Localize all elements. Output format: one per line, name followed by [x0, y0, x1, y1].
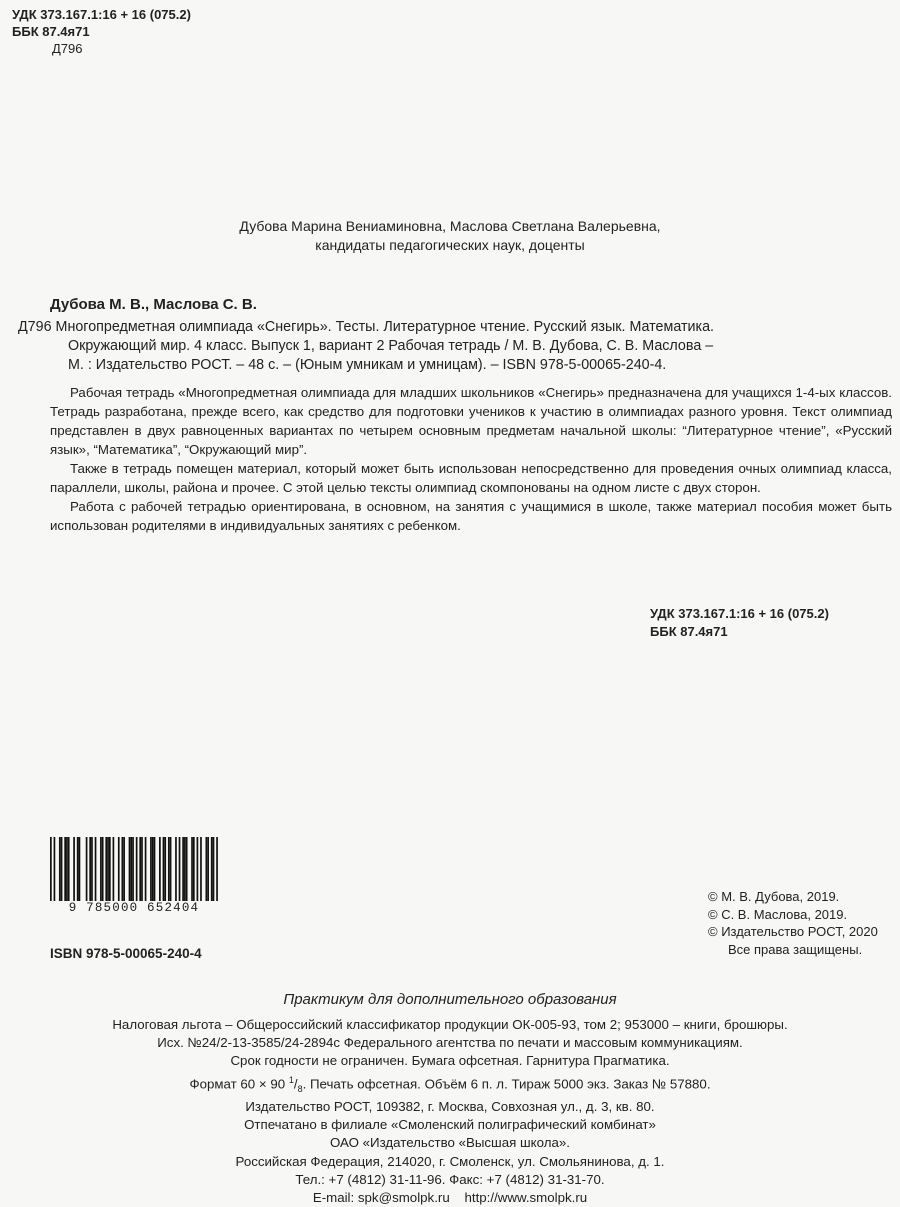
- imprint-phone: Тел.: +7 (4812) 31-11-96. Факс: +7 (4812) 31-31-70.: [295, 1171, 605, 1187]
- barcode-bar: [109, 837, 111, 901]
- imprint: [0, 1016, 900, 1207]
- barcode-bar: [193, 837, 195, 901]
- barcode-image: [48, 837, 220, 901]
- barcode-bar: [141, 837, 143, 901]
- bbk-top: ББК 87.4я71: [12, 24, 90, 39]
- imprint-printer-org: ОАО «Издательство «Высшая школа».: [329, 1135, 570, 1151]
- annotation-body: [18, 318, 890, 375]
- barcode-bar: [216, 837, 218, 901]
- bbk-right: ББК 87.4я71: [650, 624, 728, 639]
- copyright-dubova: © М. В. Дубова, 2019.: [708, 889, 840, 904]
- udk-right: УДК 373.167.1:16 + 16 (075.2): [650, 606, 829, 621]
- top-codes: [12, 6, 191, 57]
- barcode-bar: [68, 837, 70, 901]
- barcode-bar: [205, 837, 207, 901]
- author-mark-top: Д796: [52, 41, 83, 56]
- imprint-tax: Налоговая льгота – Общероссийский классификатор продукции ОК-005-93, том 2; 953000 – книги, брошюры.: [112, 1017, 788, 1032]
- barcode-bar: [152, 837, 154, 901]
- barcode-bar: [207, 837, 209, 901]
- imprint-email: E-mail: spk@smolpk.ru http://www.smolpk.ru: [312, 1189, 588, 1205]
- barcode-bar: [197, 837, 199, 901]
- imprint-publisher: Издательство РОСТ, 109382, г. Москва, Совхозная ул., д. 3, кв. 80.: [245, 1098, 655, 1114]
- description-p2: Также в тетрадь помещен материал, который может быть использован непосредственно для проведения очных олимпиад класса, параллели, школы, района и прочее. С этой целью тексты олимпиад скомпонованы на одном листе с двух сторон.: [50, 461, 892, 495]
- imprint-format-post: . Печать офсетная. Объём 6 п. л. Тираж 5000 экз. Заказ № 57880.: [302, 1076, 711, 1092]
- barcode-bar: [59, 837, 61, 901]
- annotation-code: Д796: [18, 319, 52, 335]
- imprint-format-pre: Формат 60 × 90: [189, 1076, 286, 1092]
- barcode-bar: [154, 837, 156, 901]
- barcode-bar: [200, 837, 202, 901]
- barcode-bar: [100, 837, 102, 901]
- authors-note-line2: кандидаты педагогических наук, доценты: [315, 237, 585, 253]
- barcode-bar: [170, 837, 172, 901]
- barcode-bar: [121, 837, 123, 901]
- barcode-bar: [136, 837, 138, 901]
- barcode-bar: [89, 837, 91, 901]
- udk-top: УДК 373.167.1:16 + 16 (075.2): [12, 7, 191, 22]
- barcode-bar: [113, 837, 115, 901]
- barcode-bar: [139, 837, 141, 901]
- annotation-authors: Дубова М. В., Маслова С. В.: [50, 296, 257, 313]
- barcode-bar: [179, 837, 181, 901]
- barcode-bar: [168, 837, 170, 901]
- barcode-bar: [66, 837, 68, 901]
- description-p3: Работа с рабочей тетрадью ориентирована, в основном, на занятия с учащимися в школе, также материал пособия может быть использован родителями в индивидуальных занятиях с ребенком.: [50, 499, 892, 533]
- barcode-bar: [211, 837, 213, 901]
- barcode-bar: [130, 837, 132, 901]
- series-note: Практикум для дополнительного образования: [283, 991, 617, 1008]
- barcode-bar: [213, 837, 215, 901]
- barcode-bar: [77, 837, 79, 901]
- barcode-bar: [159, 837, 161, 901]
- imprint-format: Формат 60 × 90 $^1/_8$. Печать офсетная. Объём 6 п. л. Тираж 5000 экз. Заказ № 57880.: [189, 1074, 711, 1094]
- imprint-address: Российская Федерация, 214020, г. Смоленск, ул. Смольянинова, д. 1.: [235, 1153, 665, 1169]
- barcode-bar: [191, 837, 193, 901]
- barcode-bar: [102, 837, 104, 901]
- barcode-bar: [107, 837, 109, 901]
- barcode-bar: [61, 837, 63, 901]
- imprint-printer: Отпечатано в филиале «Смоленский полиграфический комбинат»: [244, 1117, 656, 1133]
- barcode-bar: [123, 837, 125, 901]
- copyrights: [708, 888, 878, 958]
- description-p1: Рабочая тетрадь «Многопредметная олимпиада для младших школьников «Снегирь» предназначена для учащихся 1-4-ых классов. Тетрадь разработана, прежде всего, как средство для подготовки учеников к участию в олимпиадах разного уровня. Текст олимпиад представлен в двух равноценных вариантах по четырем основным предметам начальной школы: “Литературное чтение”, «Русский язык», “Математика”, “Окружающий мир”.: [50, 385, 892, 457]
- barcode-bar: [64, 837, 66, 901]
- barcode-bar: [54, 837, 56, 901]
- barcode-bar: [145, 837, 147, 901]
- description: [50, 383, 892, 535]
- barcode-bar: [79, 837, 81, 901]
- barcode-bar: [129, 837, 131, 901]
- barcode-bar: [105, 837, 107, 901]
- barcode-bar: [163, 837, 165, 901]
- imprint-ref: Исх. №24/2-13-3585/24-2894с Федерального агентства по печати и массовым коммуникациям.: [157, 1035, 743, 1051]
- copyright-publisher: © Издательство РОСТ, 2020: [708, 924, 878, 939]
- barcode-bar: [73, 837, 75, 901]
- barcode-bar: [150, 837, 152, 901]
- barcode-bar: [186, 837, 188, 901]
- copyright-maslova: © С. В. Маслова, 2019.: [708, 906, 848, 922]
- barcode-bar: [132, 837, 134, 901]
- annotation-line1: Многопредметная олимпиада «Снегирь». Тесты. Литературное чтение. Русский язык. Математика.: [55, 319, 715, 335]
- barcode-bar: [164, 837, 166, 901]
- barcode-bar: [95, 837, 97, 901]
- format-frac-num: 1: [288, 1074, 294, 1085]
- barcode-digits: 9 785000 652404: [68, 901, 200, 915]
- barcode-bar: [184, 837, 186, 901]
- authors-note: [0, 217, 900, 255]
- annotation-line2: Окружающий мир. 4 класс. Выпуск 1, вариант 2 Рабочая тетрадь / М. В. Дубова, С. В. Маслова –: [68, 338, 714, 354]
- barcode-bar: [50, 837, 52, 901]
- barcode-bar: [86, 837, 88, 901]
- codes-right: [650, 605, 829, 641]
- format-frac-den: 8: [297, 1083, 303, 1094]
- barcode-bar: [91, 837, 93, 901]
- isbn: ISBN 978-5-00065-240-4: [50, 946, 202, 961]
- barcode-bar: [118, 837, 120, 901]
- annotation-line3: М. : Издательство РОСТ. – 48 с. – (Юным умникам и умницам). – ISBN 978-5-00065-240-4.: [68, 357, 667, 373]
- rights-reserved: Все права защищены.: [728, 941, 863, 957]
- imprint-paper: Срок годности не ограничен. Бумага офсетная. Гарнитура Прагматика.: [230, 1053, 670, 1069]
- barcode-bar: [182, 837, 184, 901]
- authors-note-line1: Дубова Марина Вениаминовна, Маслова Светлана Валерьевна,: [239, 218, 661, 234]
- barcode-bar: [175, 837, 177, 901]
